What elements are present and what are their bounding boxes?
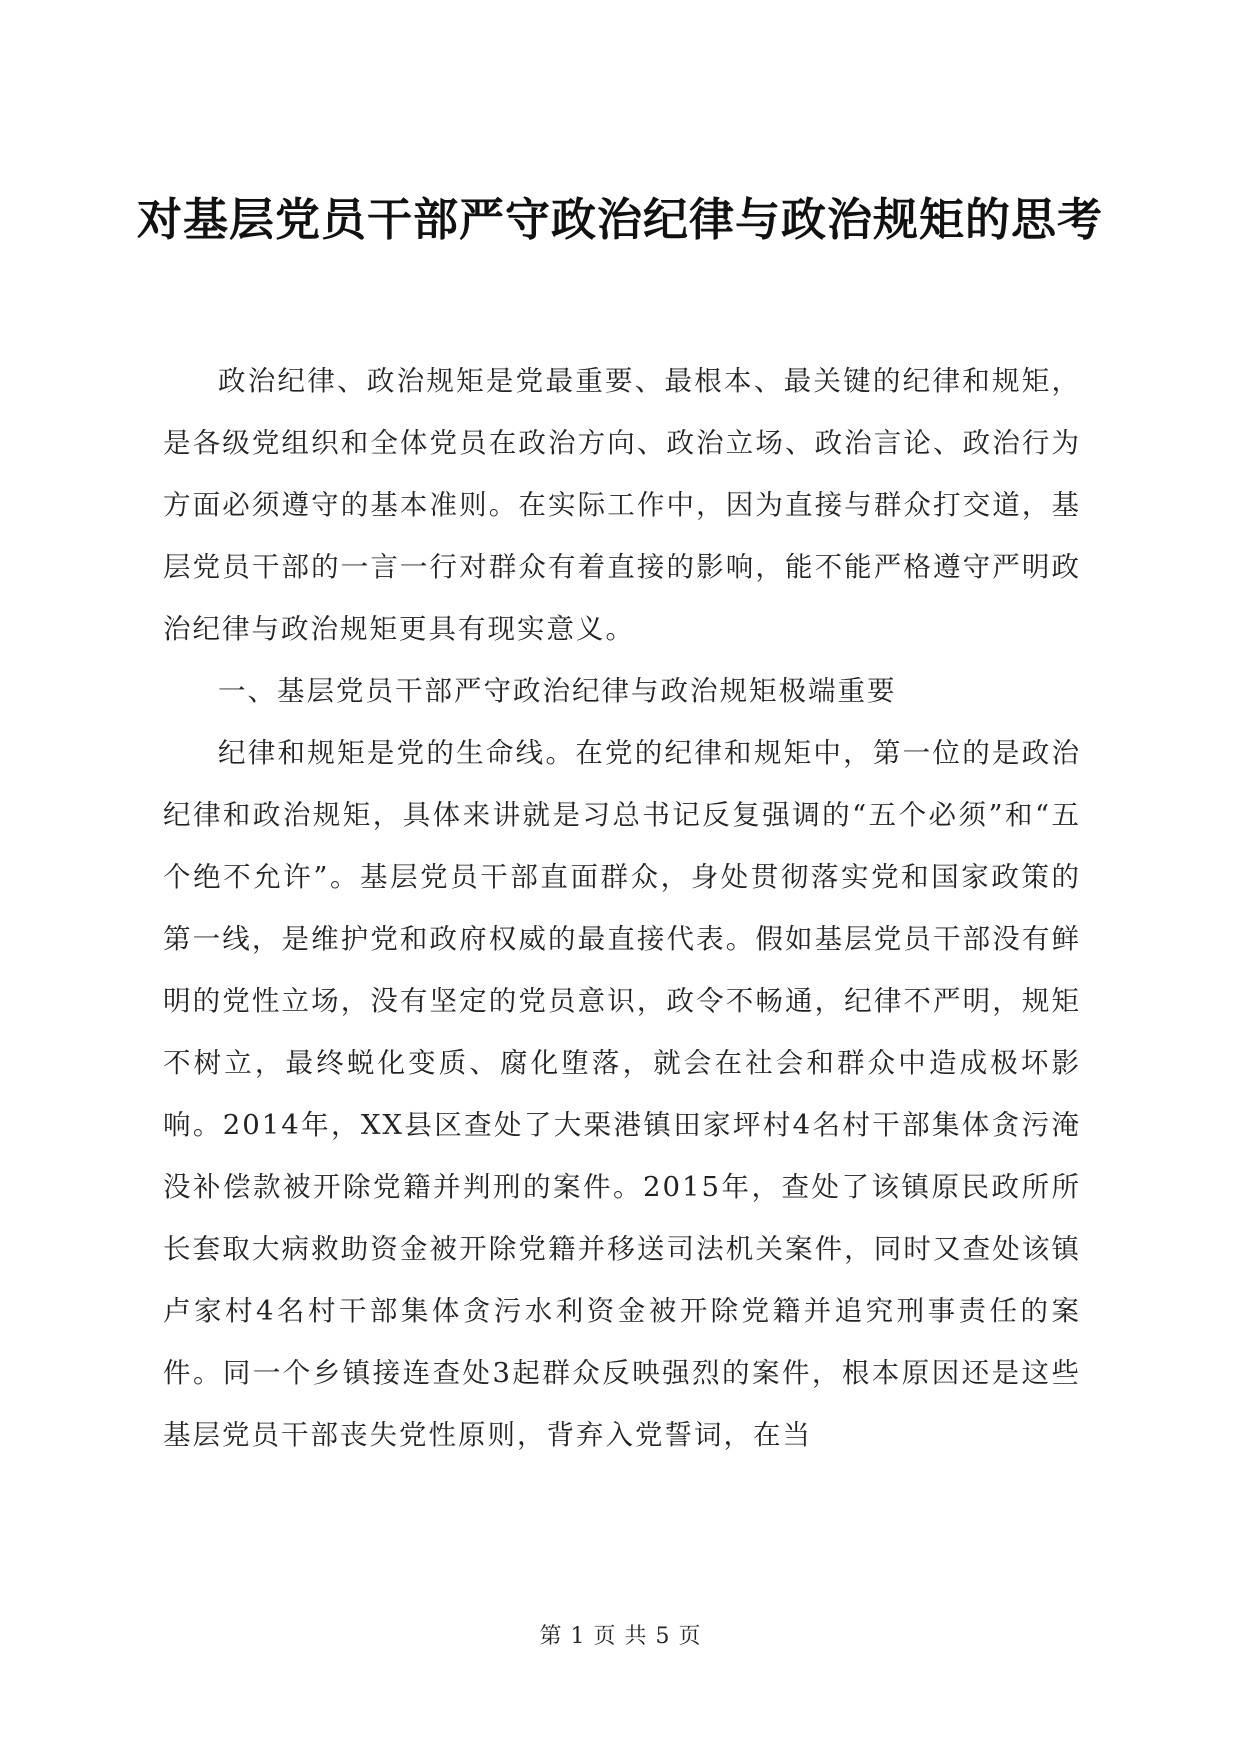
page-number-footer: 第 1 页 共 5 页: [539, 1624, 702, 1649]
paragraph-section-1: 纪律和规矩是党的生命线。在党的纪律和规矩中，第一位的是政治纪律和政治规矩，具体来讲就是习总书记反复强调的“五个必须”和“五个绝不允许”。基层党员干部直面群众，身处贯彻落实党和国家政策的第一线，是维护党和政府权威的最直接代表。假如基层党员干部没有鲜明的党性立场，没有坚定的党员意识，政令不畅通，纪律不严明，规矩不树立，最终蜕化变质、腐化堕落，就会在社会和群众中造成极坏影响。2014年，XX县区查处了大栗港镇田家坪村4名村干部集体贪污淹没补偿款被开除党籍并判刑的案件。2015年，查处了该镇原民政所所长套取大病救助资金被开除党籍并移送司法机关案件，同时又查处该镇卢家村4名村干部集体贪污水利资金被开除党籍并追究刑事责任的案件。同一个乡镇接连查处3起群众反映强烈的案件，根本原因还是这些基层党员干部丧失党性原则，背弃入党誓词，在当: [163, 737, 1081, 1451]
paragraph-intro: 政治纪律、政治规矩是党最重要、最根本、最关键的纪律和规矩，是各级党组织和全体党员在政治方向、政治立场、政治言论、政治行为方面必须遵守的基本准则。在实际工作中，因为直接与群众打交道，基层党员干部的一言一行对群众有着直接的影响，能不能严格遵守严明政治纪律与政治规矩更具有现实意义。: [163, 365, 1081, 645]
document-title: 对基层党员干部严守政治纪律与政治规矩的思考: [136, 193, 1103, 246]
document-body: [163, 350, 1081, 1466]
section-heading-1: 一、基层党员干部严守政治纪律与政治规矩极端重要: [218, 675, 897, 707]
